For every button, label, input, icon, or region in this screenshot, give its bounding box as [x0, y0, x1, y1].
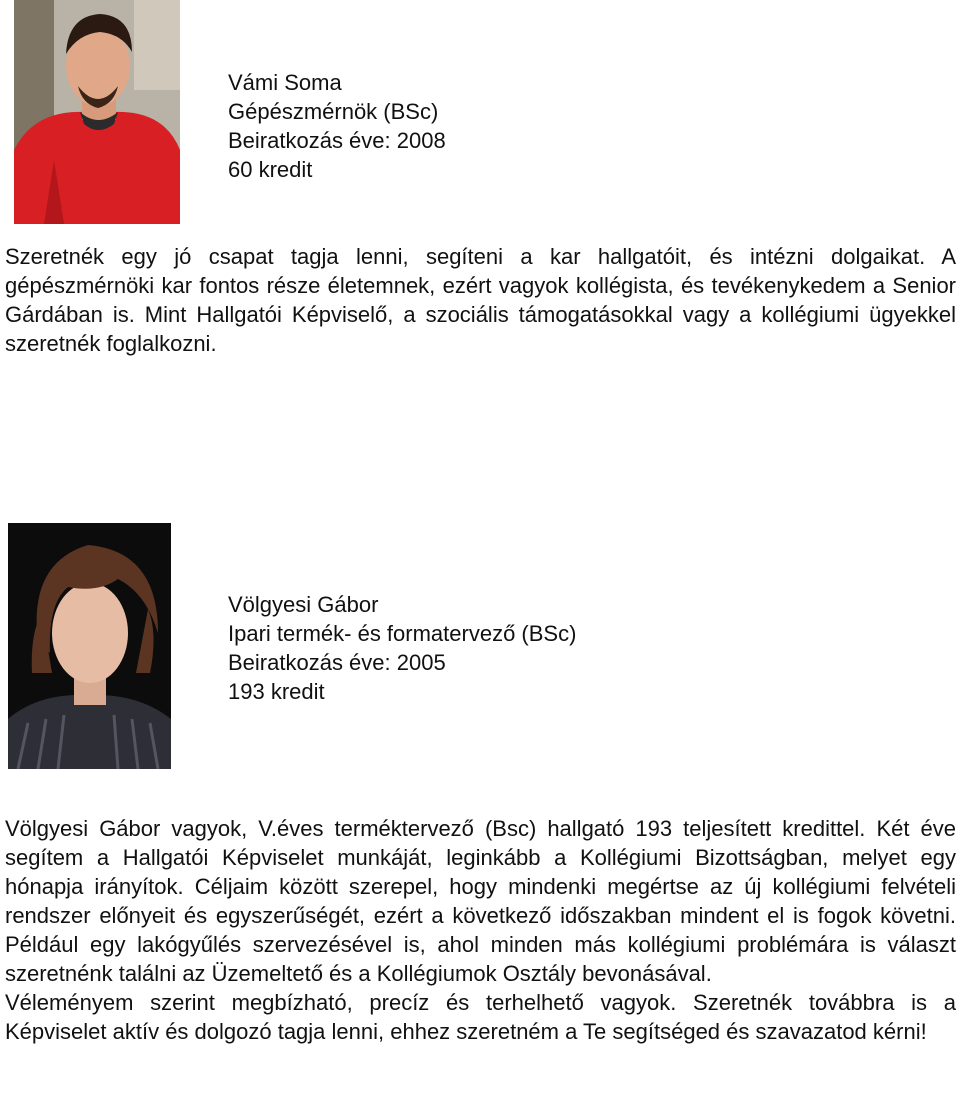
candidate-1-photo — [14, 0, 180, 224]
candidate-2-paragraph-1: Völgyesi Gábor vagyok, V.éves terméktervező (Bsc) hallgató 193 teljesített kredittel. Két éve segítem a Hallgatói Képviselet munkáját, leginkább a Kollégiumi Bizottságban, melyet egy hónapja irányítok. Céljaim között szerepel, hogy mindenki megértse az új kollégiumi felvételi rendszer előnyeit és egyszerűségét, ezért a következő időszakban mindent el is fogok követni. Például egy lakógyűlés szervezésével is, ahol minden más kollégiumi problémára is választ szeretnénk találni az Üzemeltető és a Kollégiumok Osztály bevonásával. — [5, 816, 956, 986]
candidate-2-name: Völgyesi Gábor — [228, 592, 379, 617]
candidate-2-paragraph-2: Véleményem szerint megbízható, precíz és terhelhető vagyok. Szeretnék továbbra is a Képviselet aktív és dolgozó tagja lenni, ehhez szeretném a Te segítséged és szavazatod kérni! — [5, 990, 956, 1044]
candidate-1-description — [5, 242, 956, 358]
candidate-2-enrollment: Beiratkozás éve: 2005 — [228, 650, 446, 675]
candidate-2-program: Ipari termék- és formatervező (BSc) — [228, 621, 577, 646]
candidate-1-program: Gépészmérnök (BSc) — [228, 99, 439, 124]
candidate-2-photo — [8, 523, 171, 769]
candidate-2-info — [228, 590, 576, 706]
candidate-1-name: Vámi Soma — [228, 70, 342, 95]
candidate-1-credits: 60 kredit — [228, 157, 313, 182]
candidate-2-credits: 193 kredit — [228, 679, 325, 704]
candidate-1-enrollment: Beiratkozás éve: 2008 — [228, 128, 446, 153]
candidate-1-info — [228, 68, 446, 184]
candidate-1-paragraph: Szeretnék egy jó csapat tagja lenni, segíteni a kar hallgatóit, és intézni dolgaikat. A gépészmérnöki kar fontos része életemnek, ezért vagyok kollégista, és tevékenykedem a Senior Gárdában is. Mint Hallgatói Képviselő, a szociális támogatásokkal vagy a kollégiumi ügyekkel szeretnék foglalkozni. — [5, 244, 956, 356]
candidate-2-description — [5, 814, 956, 1046]
